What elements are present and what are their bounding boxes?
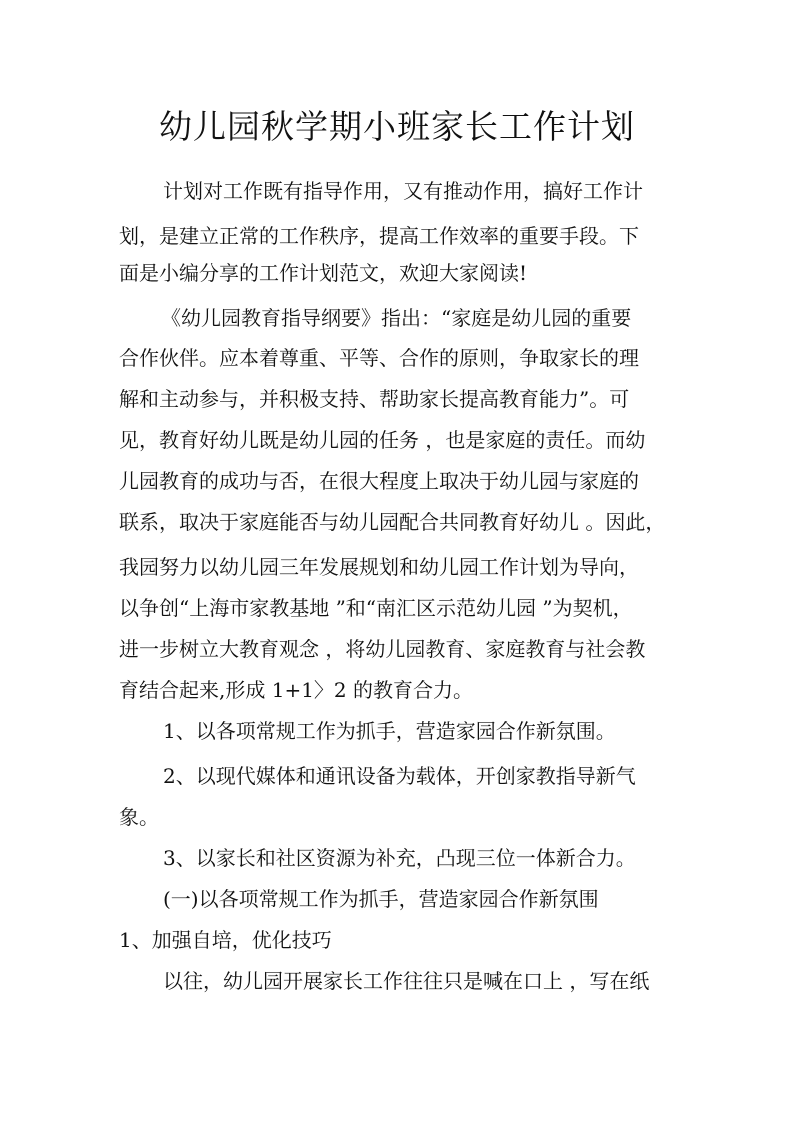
body-line: 见，教育好幼儿既是幼儿园的任务 ，也是家庭的责任。而幼	[119, 428, 646, 452]
body-line: 合作伙伴。应本着尊重、平等、合作的原则，争取家长的理	[119, 346, 639, 370]
body-line: 育结合起来,形成 1+1〉2 的教育合力。	[119, 678, 474, 702]
body-line: 《幼儿园教育指导纲要》指出：“家庭是幼儿园的重要	[161, 306, 632, 330]
body-line: 3、以家长和社区资源为补充，凸现三位一体新合力。	[163, 846, 636, 870]
body-line: 联系，取决于家庭能否与幼儿园配合共同教育好幼儿 。因此，	[119, 510, 666, 534]
body-line: 进一步树立大教育观念 ，将幼儿园教育、家庭教育与社会教	[119, 637, 646, 661]
body-line: 解和主动参与，并积极支持、帮助家长提高教育能力”。可	[119, 387, 630, 411]
body-line: 2、以现代媒体和通讯设备为载体，开创家教指导新气	[163, 764, 636, 788]
body-line: 划，是建立正常的工作秩序，提高工作效率的重要手段。下	[119, 224, 639, 248]
subsection-heading: 1、加强自培，优化技巧	[119, 928, 332, 952]
body-line: 象。	[119, 805, 159, 829]
body-line: 我园努力以幼儿园三年发展规划和幼儿园工作计划为导向，	[119, 555, 639, 579]
body-line: 面是小编分享的工作计划范文，欢迎大家阅读!	[119, 261, 528, 285]
document-title: 幼儿园秋学期小班家长工作计划	[159, 107, 635, 146]
body-line: 计划对工作既有指导作用，又有推动作用，搞好工作计	[163, 179, 643, 203]
body-line: 以争创“上海市家教基地 ”和“南汇区示范幼儿园 ”为契机，	[119, 596, 633, 620]
body-line: 1、以各项常规工作为抓手，营造家园合作新氛围。	[163, 719, 616, 743]
body-line: 以往，幼儿园开展家长工作往往只是喊在口上 ，写在纸	[163, 969, 650, 993]
section-heading: (一)以各项常规工作为抓手，营造家园合作新氛围	[163, 887, 599, 911]
body-line: 儿园教育的成功与否，在很大程度上取决于幼儿园与家庭的	[119, 469, 639, 493]
